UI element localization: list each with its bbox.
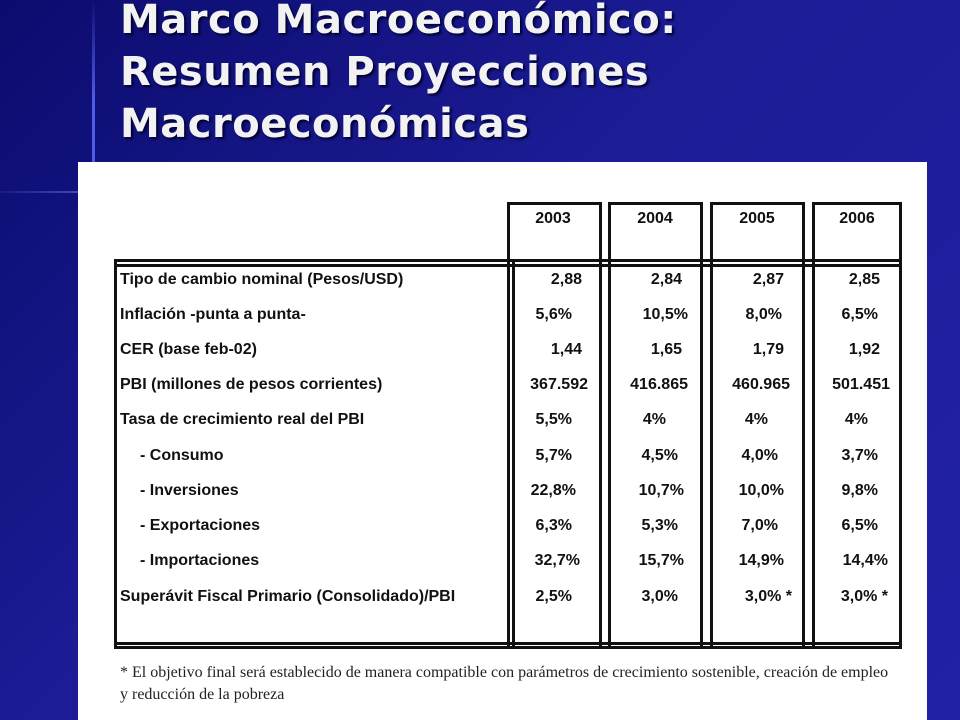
cell-2006: 4%: [844, 411, 868, 428]
cell-2003: 367.592: [530, 376, 588, 393]
row-label: - Inversiones: [140, 482, 239, 499]
table-image-panel: [78, 162, 927, 720]
cell-2003: 5,5%: [535, 411, 572, 428]
cell-2006: 14,4%: [842, 552, 888, 569]
row-label: - Importaciones: [140, 552, 260, 569]
slide-title: [120, 0, 940, 150]
cell-2005: 3,0% *: [744, 588, 792, 605]
cell-2003: 32,7%: [534, 552, 580, 569]
cell-2005: 8,0%: [745, 306, 782, 323]
row-label: PBI (millones de pesos corrientes): [120, 376, 383, 393]
cell-2003: 22,8%: [530, 482, 576, 499]
cell-2005: 2,87: [752, 271, 784, 288]
cell-2003: 2,88: [550, 271, 582, 288]
row-label: - Exportaciones: [140, 517, 261, 534]
cell-2005: 460.965: [732, 376, 790, 393]
cell-2006: 2,85: [848, 271, 880, 288]
year-header-2006: 2006: [839, 210, 875, 227]
title-line-2: Resumen Proyecciones: [120, 49, 650, 95]
title-line-3: Macroeconómicas: [120, 101, 530, 147]
cell-2005: 4%: [744, 411, 768, 428]
cell-2004: 10,5%: [642, 306, 688, 323]
year-header-2004: 2004: [637, 210, 673, 227]
row-label: CER (base feb-02): [120, 341, 257, 358]
cell-2006: 1,92: [848, 341, 880, 358]
cell-2004: 10,7%: [638, 482, 684, 499]
cell-2004: 1,65: [650, 341, 682, 358]
cell-2006: 6,5%: [841, 306, 878, 323]
cell-2004: 3,0%: [641, 588, 678, 605]
cell-2003: 1,44: [550, 341, 582, 358]
row-label: Superávit Fiscal Primario (Consolidado)/PBI: [120, 588, 456, 605]
cell-2006: 6,5%: [841, 517, 878, 534]
cell-2004: 4%: [642, 411, 666, 428]
year-header-2003: 2003: [535, 210, 571, 227]
cell-2006: 9,8%: [841, 482, 878, 499]
cell-2005: 1,79: [752, 341, 784, 358]
cell-2006: 501.451: [832, 376, 890, 393]
cell-2005: 10,0%: [738, 482, 784, 499]
cell-2003: 6,3%: [535, 517, 572, 534]
cell-2004: 2,84: [650, 271, 682, 288]
cell-2003: 2,5%: [535, 588, 572, 605]
cell-2003: 5,7%: [535, 447, 572, 464]
cell-2004: 416.865: [630, 376, 688, 393]
year-header-2005: 2005: [739, 210, 775, 227]
cell-2004: 5,3%: [641, 517, 678, 534]
cell-2004: 15,7%: [638, 552, 684, 569]
row-label: Inflación -punta a punta-: [120, 306, 306, 323]
cell-2006: 3,7%: [841, 447, 878, 464]
cell-2005: 7,0%: [741, 517, 778, 534]
cell-2004: 4,5%: [641, 447, 678, 464]
cell-2005: 14,9%: [738, 552, 784, 569]
title-line-1: Marco Macroeconómico:: [120, 0, 677, 43]
row-label: Tasa de crecimiento real del PBI: [120, 411, 365, 428]
cell-2006: 3,0% *: [840, 588, 888, 605]
cell-2003: 5,6%: [535, 306, 572, 323]
row-label: - Consumo: [140, 447, 224, 464]
cell-2005: 4,0%: [741, 447, 778, 464]
footnote: * El objetivo final será establecido de manera compatible con parámetros de crecimiento sostenible, creación de empleo y reducción de la pobreza: [120, 664, 889, 703]
row-label: Tipo de cambio nominal (Pesos/USD): [120, 271, 404, 288]
